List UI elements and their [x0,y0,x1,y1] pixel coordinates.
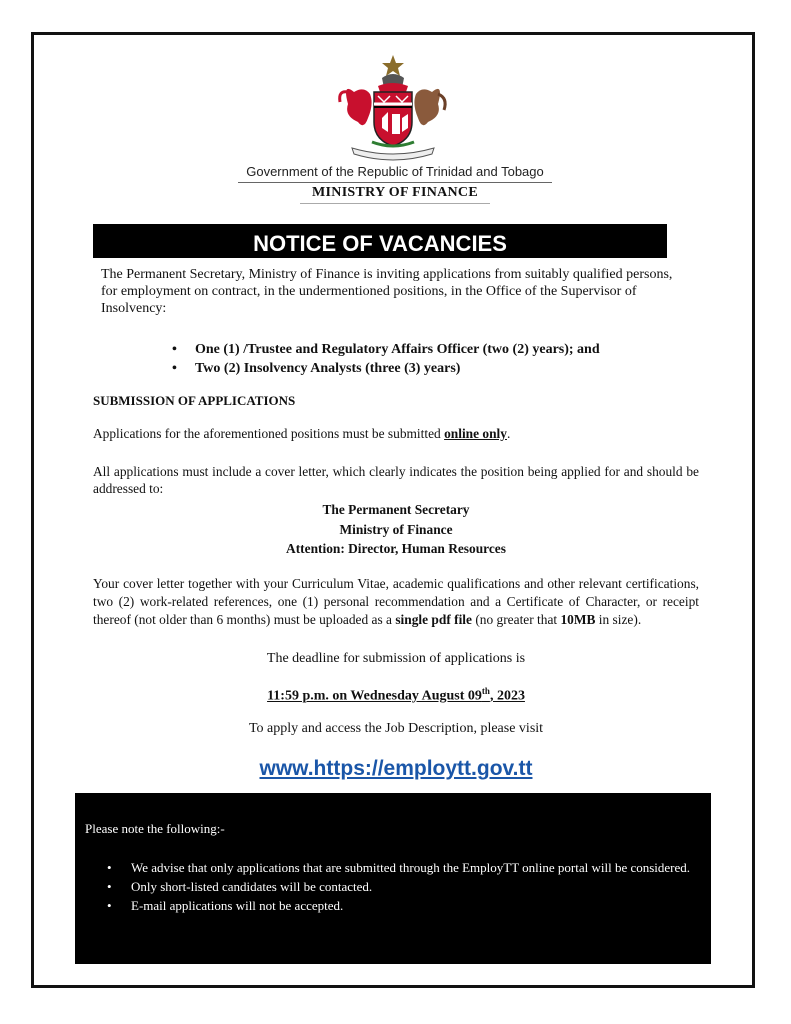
note-item [107,877,699,896]
position-item [172,340,692,359]
bullet-icon: • [107,879,112,894]
para1-text: Applications for the aforementioned positions must be submitted [93,426,445,441]
ministry-underline [300,203,490,204]
apply-instruction: To apply and access the Job Description, please visit [248,721,544,736]
positions-list [172,340,692,378]
para3-text: Your cover letter together with your Curriculum Vitae, academic qualifications and other relevant certifications, two (2) work-related references, one (1) personal recommendation and a Certificate of Character, or receipt thereof (not older than 6 months) must be uploaded as a [93,576,699,627]
note-item [107,896,699,915]
notes-title: Please note the following:- [85,821,225,836]
position-label: One (1) /Trustee and Regulatory Affairs Officer (two (2) years); and [195,342,600,357]
documents-paragraph [93,575,699,629]
para1-suffix: . [506,426,511,441]
bullet-icon: • [172,361,177,376]
bullet-icon: • [107,860,112,875]
single-pdf-emphasis: single pdf file [395,612,472,627]
para3-text: (no greater that [471,612,561,627]
header-rule [238,182,552,183]
address-line: Attention: Director, Human Resources [286,541,506,556]
deadline-intro: The deadline for submission of applications is [266,651,526,666]
para3-text: in size). [595,612,642,627]
deadline-text: 11:59 p.m. on Wednesday August 09 [267,688,482,704]
deadline-year: , 2023 [489,688,525,704]
deadline-ordinal: th [481,686,490,696]
note-item [107,858,699,877]
intro-paragraph: The Permanent Secretary, Ministry of Finance is inviting applications from suitably qualified persons, for employment on contract, in the undermentioned positions, in the Office of the Supervisor of Insolvency: [101,267,673,316]
notice-title: NOTICE OF VACANCIES [253,231,507,256]
note-text: E-mail applications will not be accepted. [131,898,344,913]
notes-box [75,793,711,964]
position-label: Two (2) Insolvency Analysts (three (3) years) [195,361,461,376]
size-limit-emphasis: 10MB [560,612,596,627]
employtt-link[interactable]: www.https://employtt.gov.tt [259,757,533,780]
address-block [93,500,699,559]
online-only-emphasis: online only [444,426,507,441]
position-item [172,359,692,378]
government-line: Government of the Republic of Trinidad and Tobago [246,164,544,179]
bullet-icon: • [172,342,177,357]
notes-list [107,858,699,915]
coat-of-arms-icon [334,52,452,162]
cover-letter-paragraph: All applications must include a cover letter, which clearly indicates the position being applied for and should be addressed to: [93,464,699,496]
address-line: Ministry of Finance [339,521,453,537]
note-text: We advise that only applications that are submitted through the EmployTT online portal will be considered. [131,860,691,875]
ministry-name: MINISTRY OF FINANCE [312,185,478,200]
notice-banner [93,224,667,258]
submission-heading: SUBMISSION OF APPLICATIONS [93,393,296,408]
online-only-paragraph [93,425,699,442]
deadline-date [93,686,699,705]
note-text: Only short-listed candidates will be contacted. [131,879,373,894]
address-line: The Permanent Secretary [322,502,470,517]
bullet-icon: • [107,898,112,913]
